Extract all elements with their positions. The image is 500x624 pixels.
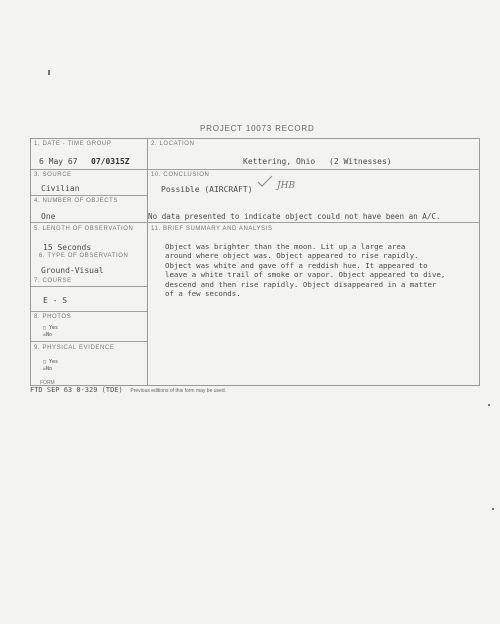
summary-line: leave a white trail of smoke or vapor. Object appeared to dive,	[165, 270, 446, 280]
conclusion-label: 10. CONCLUSION	[151, 172, 210, 178]
photos-no: ☒No	[43, 332, 53, 338]
course-label: 7. COURSE	[34, 278, 72, 284]
witnesses-value: (2 Witnesses)	[329, 157, 392, 166]
date-time-group-label: 1. DATE - TIME GROUP	[34, 141, 112, 147]
number-of-objects-label: 4. NUMBER OF OBJECTS	[34, 198, 119, 204]
physical-evidence-no: ☒No	[43, 366, 53, 372]
summary-line: around where object was. Object appeared to rise rapidly.	[165, 251, 419, 261]
summary-line: Object was white and gave off a reddish hue. It appeared to	[165, 260, 428, 270]
form-edition-note: Previous editions of this form may be used.	[130, 388, 226, 394]
brief-summary-label: 11. BRIEF SUMMARY AND ANALYSIS	[151, 226, 273, 232]
date-value: 6 May 67	[39, 157, 78, 166]
number-of-objects-value: One	[41, 212, 56, 221]
aircraft-note: No data presented to indicate object could not have been an A/C.	[148, 212, 441, 221]
source-label: 3. SOURCE	[34, 172, 72, 178]
type-of-observation-label: 6. TYPE OF OBSERVATION	[39, 253, 129, 259]
time-value: 07/0315Z	[91, 157, 130, 166]
physical-evidence-yes: □ Yes	[43, 359, 59, 365]
checkmark-icon	[257, 175, 273, 187]
form-footer	[30, 386, 226, 394]
photos-label: 8. PHOTOS	[34, 314, 72, 320]
summary-line: descend and then rise rapidly. Object disappeared in a matter	[165, 279, 437, 289]
length-of-observation-label: 5. LENGTH OF OBSERVATION	[34, 226, 134, 232]
scan-speck	[492, 508, 494, 510]
form-code: FTD SEP 63 0-329 (TDE)	[30, 386, 123, 394]
type-of-observation-value: Ground-Visual	[41, 266, 104, 275]
summary-line: Object was brighter than the moon. Lit up a large area	[165, 242, 406, 251]
record-form	[30, 138, 480, 386]
column-divider	[147, 139, 148, 385]
scan-speck	[488, 404, 490, 406]
source-value: Civilian	[41, 184, 80, 193]
reviewer-initials: JHB	[277, 181, 296, 191]
form-title: PROJECT 10073 RECORD	[200, 124, 315, 133]
length-of-observation-value: 15 Seconds	[43, 243, 92, 252]
physical-evidence-label: 9. PHYSICAL EVIDENCE	[34, 345, 115, 351]
photos-yes: □ Yes	[43, 325, 59, 331]
course-value: E - S	[43, 296, 68, 305]
scan-speck	[48, 70, 50, 75]
location-label: 2. LOCATION	[151, 141, 195, 147]
conclusion-value: Possible (AIRCRAFT)	[161, 185, 253, 194]
location-value: Kettering, Ohio	[243, 157, 316, 166]
summary-line: of a few seconds.	[165, 289, 241, 299]
brief-summary-text	[165, 242, 475, 298]
form-word: FORM	[40, 380, 55, 386]
